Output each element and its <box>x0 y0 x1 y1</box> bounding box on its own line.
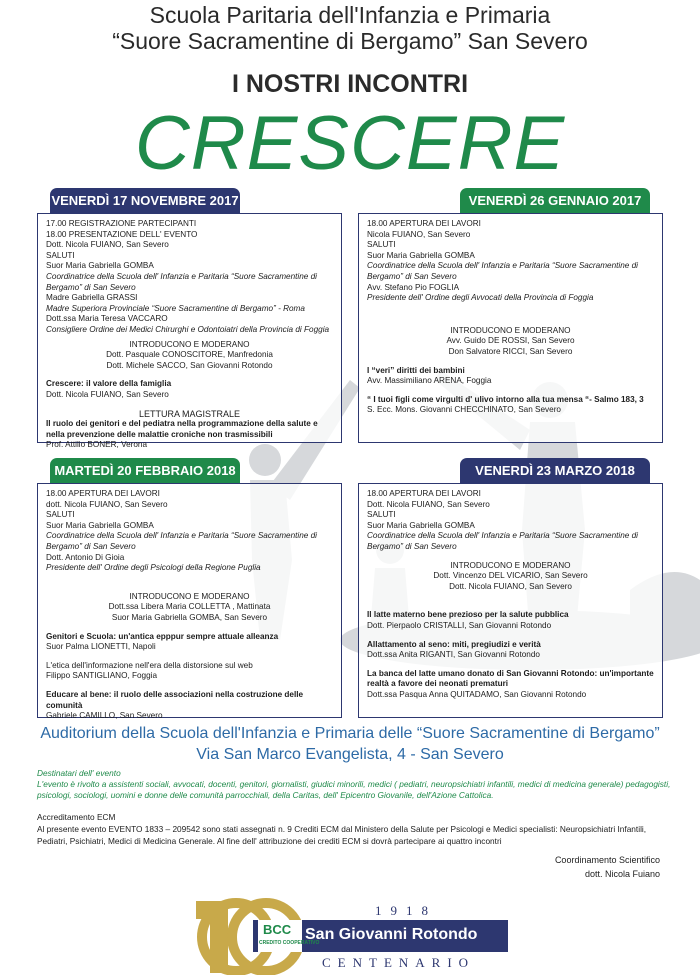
speaker-line: Suor Palma LIONETTI, Napoli <box>46 642 156 652</box>
ecm-heading: Accreditamento ECM <box>37 812 116 822</box>
moderator-line: Dott. Nicola FUIANO, San Severo <box>449 581 572 591</box>
audience-text: L'evento è rivolto a assistenti sociali, avvocati, docenti, genitori, giornalisti, giudici minorili, medici ( pediatri, neuropsichiatri infantili, medici di medicina generale) pedagogisti, psicologi, sociologi, uomini e donne delle comunità parrocchiali, della Caritas, dell' Epicentro Giovanile, dell'Azione Cattolica. <box>37 779 671 800</box>
moderator-line: Dott.ssa Libera Maria COLLETTA , Mattinata <box>108 602 271 612</box>
school-name-line1: Scuola Paritaria dell'Infanzia e Primaria <box>149 2 551 28</box>
program-line: 18.00 APERTURA DEI LAVORI <box>367 219 481 228</box>
speaker-line: Dott. Nicola FUIANO, San Severo <box>46 240 169 250</box>
section-heading: INTRODUCONO E MODERANO <box>129 591 250 601</box>
event-card <box>358 213 663 443</box>
series-title: I NOSTRI INCONTRI <box>231 70 469 98</box>
speaker-line: Suor Maria Gabriella GOMBA <box>46 520 154 530</box>
talk-title: Educare al bene: il ruolo delle associazioni nella costruzione delle comunità <box>46 689 304 710</box>
event-card <box>37 483 342 721</box>
speaker-line: Prof. Attilio BONER, Verona <box>46 440 148 450</box>
coordination-name: dott. Nicola Fuiano <box>584 869 660 879</box>
bcc-subtitle: CREDITO COOPERATIVO <box>259 940 320 946</box>
section-heading: INTRODUCONO E MODERANO <box>450 560 571 570</box>
centenario-label: CENTENARIO <box>322 955 476 970</box>
coordination-label: Coordinamento Scientifico <box>554 855 660 865</box>
bcc-letters: BCC <box>263 922 292 937</box>
audience-heading: Destinatari dell' evento <box>37 768 121 778</box>
talk-title: Genitori e Scuola: un'antica epppur sempre attuale alleanza <box>46 631 279 641</box>
section-heading: SALUTI <box>367 240 396 250</box>
founding-year: 1918 <box>375 903 437 918</box>
moderator-line: Suor Maria Gabriella GOMBA, San Severo <box>111 612 268 622</box>
talk-title: Il latte materno bene prezioso per la salute pubblica <box>367 610 569 620</box>
speaker-line: Madre Gabriella GRASSI <box>46 293 138 303</box>
speaker-role: Coordinatrice della Scuola dell' Infanzia e Paritaria “Suore Sacramentine di Bergamo” di San Severo <box>367 261 638 281</box>
event-date-tab: VENERDÌ 17 NOVEMBRE 2017 <box>50 188 240 214</box>
speaker-line: Dott.ssa Maria Teresa VACCARO <box>46 314 168 324</box>
speaker-line: Dott.ssa Pasqua Anna QUITADAMO, San Giovanni Rotondo <box>367 689 587 699</box>
speaker-line: Filippo SANTIGLIANO, Foggia <box>46 671 158 681</box>
program-line: 18.00 PRESENTAZIONE DELL' EVENTO <box>46 229 198 239</box>
speaker-line: Suor Maria Gabriella GOMBA <box>367 520 475 530</box>
talk-title: Crescere: il valore della famiglia <box>46 379 172 389</box>
speaker-line: Avv. Stefano Pio FOGLIA <box>367 282 460 292</box>
moderator-line: Avv. Guido DE ROSSI, San Severo <box>446 336 575 346</box>
speaker-line: Suor Maria Gabriella GOMBA <box>46 261 154 271</box>
venue-name: Auditorium della Scuola dell'Infanzia e Primaria delle “Suore Sacramentine di Bergamo” <box>40 725 660 742</box>
event-date-tab: VENERDÌ 23 MARZO 2018 <box>460 458 650 484</box>
speaker-role: Presidente dell' Ordine degli Psicologi della Regione Puglia <box>46 563 261 573</box>
event-title: CRESCERE <box>134 101 566 186</box>
speaker-line: dott. Nicola FUIANO, San Severo <box>46 499 168 509</box>
venue-address: Via San Marco Evangelista, 4 - San Severo <box>196 746 504 763</box>
speaker-role: Coordinatrice della Scuola dell' Infanzia e Paritaria “Suore Sacramentine di Bergamo” di San Severo <box>46 531 317 551</box>
moderator-line: Dott. Vincenzo DEL VICARIO, San Severo <box>433 571 588 581</box>
speaker-line: Dott.ssa Anita RIGANTI, San Giovanni Rotondo <box>367 650 540 660</box>
event-date-tab: MARTEDÌ 20 FEBBRAIO 2018 <box>50 458 240 484</box>
moderator-line: Dott. Pasquale CONOSCITORE, Manfredonia <box>106 350 273 360</box>
speaker-line: Dott. Pierpaolo CRISTALLI, San Giovanni Rotondo <box>367 620 552 630</box>
talk-title: La banca del latte umano donato di San Giovanni Rotondo: un'importante realtà a favore dei neonati prematuri <box>367 668 654 689</box>
speaker-line: Suor Maria Gabriella GOMBA <box>367 250 475 260</box>
speaker-line: Dott. Antonio Di Gioia <box>46 552 125 562</box>
speaker-role: Coordinatrice della Scuola dell' Infanzia e Paritaria “Suore Sacramentine di Bergamo” di San Severo <box>367 531 638 551</box>
section-heading: INTRODUCONO E MODERANO <box>450 325 571 335</box>
talk-title: “ I tuoi figli come virgulti d' ulivo intorno alla tua mensa “- Salmo 183, 3 <box>367 394 644 404</box>
talk-title: I “veri” diritti dei bambini <box>367 365 465 375</box>
section-heading: SALUTI <box>46 510 75 520</box>
event-card <box>37 213 342 450</box>
moderator-line: Don Salvatore RICCI, San Severo <box>448 346 573 356</box>
program-line: 18.00 APERTURA DEI LAVORI <box>367 489 481 498</box>
speaker-role: Consigliere Ordine dei Medici Chirurghi e Odontoiatri della Provincia di Foggia <box>46 324 330 334</box>
speaker-role: Coordinatrice della Scuola dell' Infanzia e Paritaria “Suore Sacramentine di Bergamo” di San Severo <box>46 271 317 292</box>
program-line: 17.00 REGISTRAZIONE PARTECIPANTI <box>46 219 197 228</box>
talk-title: Allattamento al seno: miti, pregiudizi e verità <box>367 639 541 649</box>
section-heading: INTRODUCONO E MODERANO <box>129 339 250 349</box>
speaker-role: Presidente dell' Ordine degli Avvocati della Provincia di Foggia <box>367 293 594 303</box>
section-heading: SALUTI <box>46 250 75 260</box>
talk-title: Il ruolo dei genitori e del pediatra nella programmazione della salute e nella prevenzione delle malattie croniche non trasmissibili <box>46 419 318 439</box>
speaker-line: Dott. Nicola FUIANO, San Severo <box>367 499 490 509</box>
speaker-line: Avv. Massimiliano ARENA, Foggia <box>367 376 492 386</box>
section-heading: LETTURA MAGISTRALE <box>138 408 241 419</box>
moderator-line: Dott. Michele SACCO, San Giovanni Rotondo <box>106 360 273 370</box>
program-line: 18.00 APERTURA DEI LAVORI <box>46 489 160 498</box>
speaker-line: Nicola FUIANO, San Severo <box>367 229 471 239</box>
ecm-text: Al presente evento EVENTO 1833 – 209542 sono stati assegnati n. 9 Crediti ECM dal Ministero della Salute per Psicologi e Medici specialisti: Neuropsichiatri Infantili, Pediatri, Psichiatri, Medici di Medicina Generale. Al fine dell' attribuzione dei crediti ECM si dovrà partecipare ai quattro incontri <box>37 824 647 846</box>
talk-title: L'etica dell'informazione nell'era della distorsione sul web <box>46 660 253 670</box>
speaker-line: Gabriele CAMILLO, San Severo <box>46 711 163 721</box>
bank-name: San Giovanni Rotondo <box>305 926 478 943</box>
event-card <box>358 483 663 718</box>
speaker-role: Madre Superiora Provinciale “Suore Sacramentine di Bergamo” - Roma <box>46 303 305 313</box>
event-date-tab: VENERDÌ 26 GENNAIO 2017 <box>460 188 650 214</box>
section-heading: SALUTI <box>367 510 396 520</box>
speaker-line: Dott. Nicola FUIANO, San Severo <box>46 389 169 399</box>
school-name-line2: “Suore Sacramentine di Bergamo” San Severo <box>112 28 588 54</box>
speaker-line: S. Ecc. Mons. Giovanni CHECCHINATO, San Severo <box>367 405 561 415</box>
